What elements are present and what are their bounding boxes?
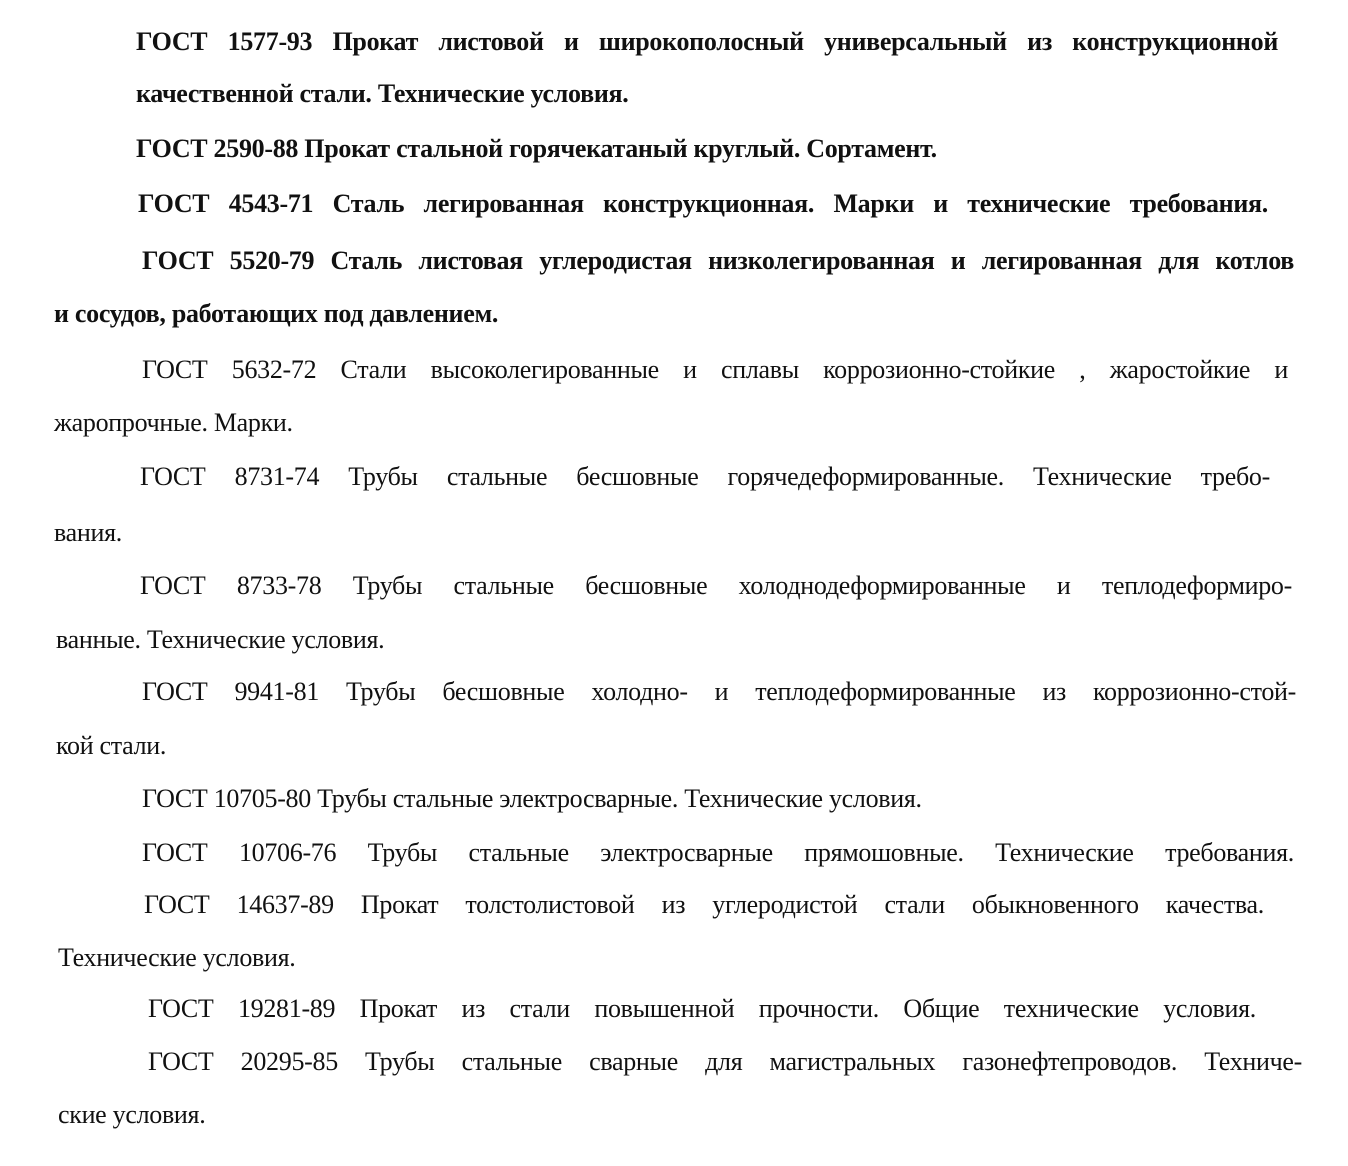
gost-19281-89-line-1: ГОСТ 19281-89 Прокат из стали повышенной прочности. Общие технические условия. (148, 994, 1256, 1023)
gost-5632-72-line-2: жаропрочные. Марки. (54, 408, 293, 437)
gost-14637-89-line-1: ГОСТ 14637-89 Прокат толстолистовой из углеродистой стали обыкновенного качества. (144, 890, 1264, 919)
gost-14637-89-line-2: Технические условия. (58, 943, 296, 972)
gost-8731-74-line-2: вания. (54, 518, 122, 547)
gost-9941-81-line-1: ГОСТ 9941-81 Трубы бесшовные холодно- и теплодеформированные из коррозионно-стой- (142, 677, 1296, 706)
gost-10705-80-line-1: ГОСТ 10705-80 Трубы стальные электросварные. Технические условия. (142, 784, 922, 813)
gost-5520-79-line-2: и сосудов, работающих под давлением. (54, 299, 499, 328)
gost-8731-74-line-1: ГОСТ 8731-74 Трубы стальные бесшовные горячедеформированные. Технические требо- (140, 462, 1270, 491)
gost-9941-81-line-2: кой стали. (56, 731, 167, 760)
gost-1577-93-line-1: ГОСТ 1577-93 Прокат листовой и широкополосный универсальный из конструкционной (136, 27, 1278, 56)
gost-4543-71-line-1: ГОСТ 4543-71 Сталь легированная конструкционная. Марки и технические требования. (138, 189, 1268, 218)
gost-8733-78-line-2: ванные. Технические условия. (56, 625, 385, 654)
gost-1577-93-line-2: качественной стали. Технические условия. (136, 79, 629, 108)
gost-20295-85-line-2: ские условия. (58, 1100, 206, 1129)
gost-5632-72-line-1: ГОСТ 5632-72 Стали высоколегированные и сплавы коррозионно-стойкие , жаростойкие и (142, 355, 1288, 384)
gost-8733-78-line-1: ГОСТ 8733-78 Трубы стальные бесшовные холоднодеформированные и теплодеформиро- (140, 571, 1292, 600)
gost-5520-79-line-1: ГОСТ 5520-79 Сталь листовая углеродистая низколегированная и легированная для котлов (142, 246, 1294, 275)
gost-10706-76-line-1: ГОСТ 10706-76 Трубы стальные электросварные прямошовные. Технические требования. (142, 838, 1294, 867)
gost-20295-85-line-1: ГОСТ 20295-85 Трубы стальные сварные для магистральных газонефтепроводов. Техниче- (148, 1047, 1302, 1076)
gost-2590-88-line-1: ГОСТ 2590-88 Прокат стальной горячекатаный круглый. Сортамент. (136, 134, 937, 163)
